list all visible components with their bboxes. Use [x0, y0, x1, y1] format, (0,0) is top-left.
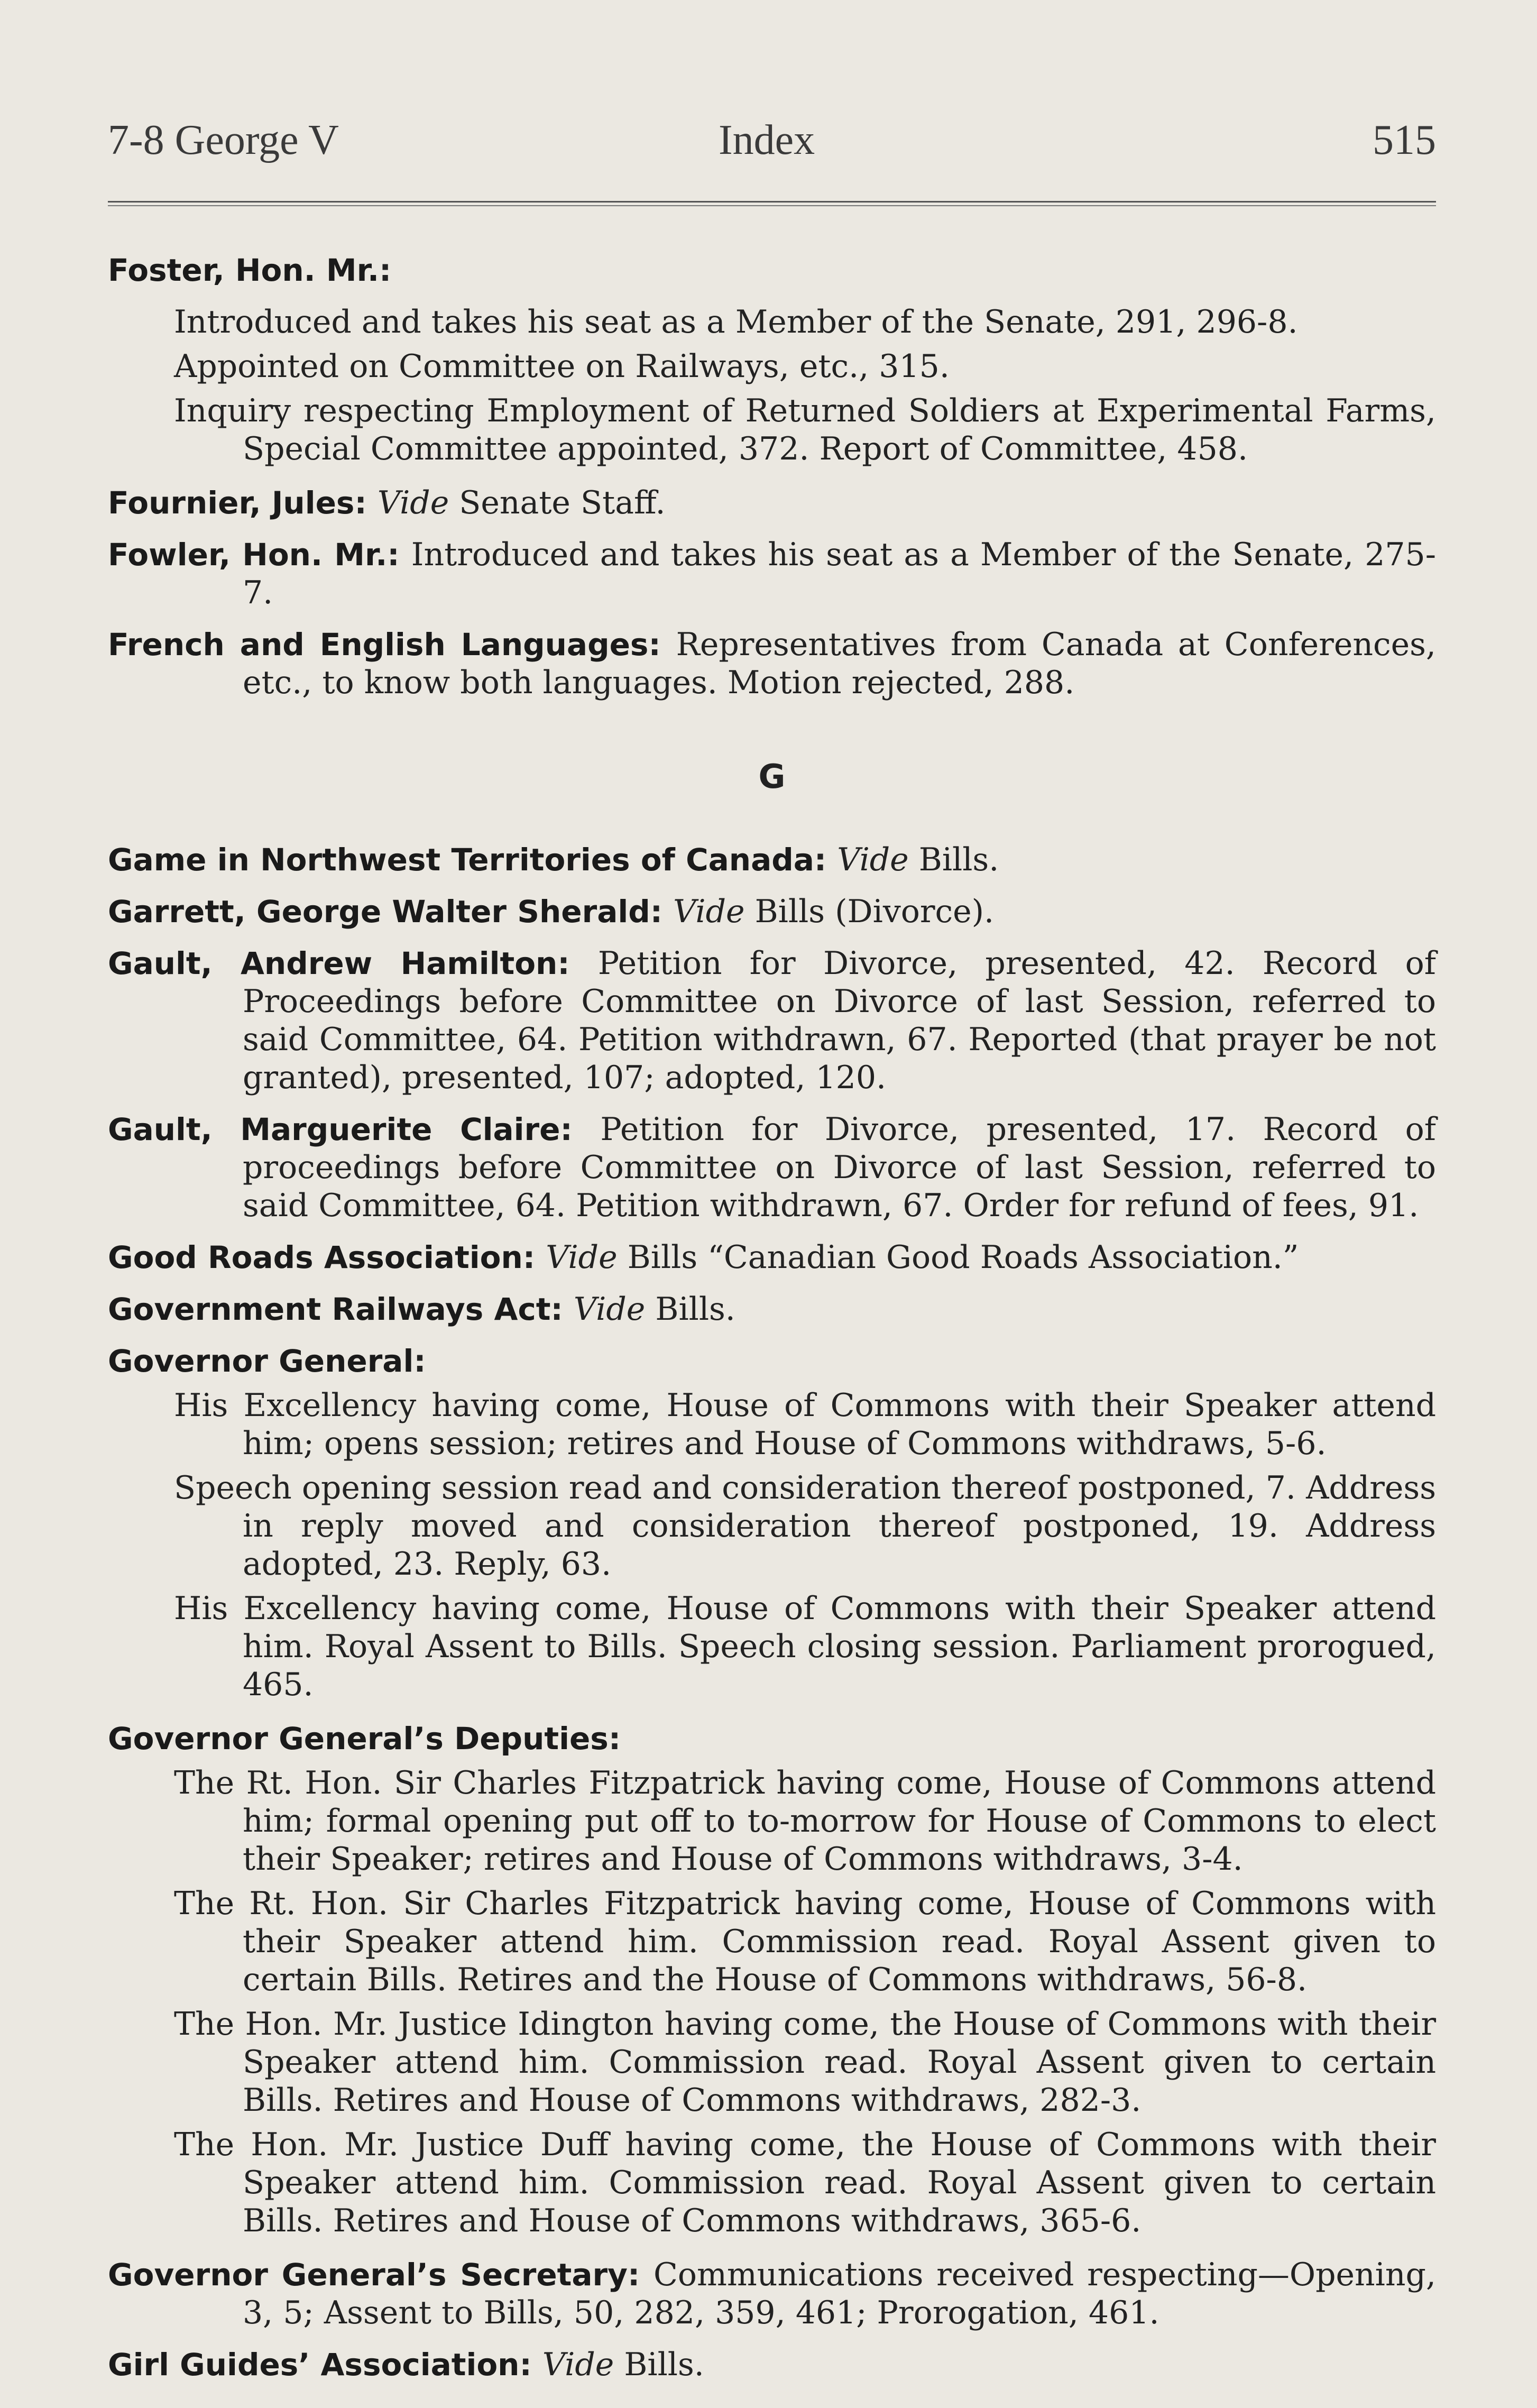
index-subentry: His Excellency having come, House of Commons with their Speaker attend him. Royal Assent to Bills. Speech closing session. Parliament prorogued, 465. — [174, 1590, 1436, 1703]
entry-text: Petition for Divorce, presented, 42. Record of Proceedings before Committee on Divorce of last Session, referred to said Committee, 64. Petition withdrawn, 67. Reported (that prayer be not granted), presented, 107; adopted, 120. — [243, 945, 1436, 1096]
index-subentry: The Rt. Hon. Sir Charles Fitzpatrick having come, House of Commons with their Speaker attend him. Commission read. Royal Assent given to certain Bills. Retires and the House of Commons withdraws, 56-8. — [174, 1885, 1436, 1998]
page-number: 515 — [1373, 117, 1436, 163]
section-letter-g: G — [758, 757, 786, 796]
entry-text: Bills (Divorce). — [754, 893, 995, 930]
index-entry: French and English Languages: Representatives from Canada at Conferences, etc., to know both languages. Motion rejected, 288. — [108, 626, 1436, 701]
entry-heading: Girl Guides’ Association — [108, 2347, 520, 2383]
entry-text: Bills “Canadian Good Roads Association.” — [627, 1239, 1299, 1276]
index-subentry: Inquiry respecting Employment of Returned Soldiers at Experimental Farms, Special Committee appointed, 372. Report of Committee, 458. — [174, 392, 1436, 467]
running-header — [108, 116, 1436, 169]
index-entry: Governor General’s Deputies: — [108, 1721, 621, 1757]
index-entry: Foster, Hon. Mr.: — [108, 252, 392, 288]
entry-heading: Governor General’s Secretary — [108, 2257, 628, 2293]
entry-heading: Good Roads Association — [108, 1239, 523, 1275]
entry-heading: Fowler, Hon. Mr. — [108, 537, 388, 573]
entry-text: Introduced and takes his seat as a Member of the Senate, 275-7. — [243, 536, 1436, 611]
index-subentry: The Hon. Mr. Justice Idington having come, the House of Commons with their Speaker attend him. Commission read. Royal Assent given to certain Bills. Retires and House of Commons withdraws, 282-3. — [174, 2006, 1436, 2119]
index-subentry: Introduced and takes his seat as a Member of the Senate, 291, 296-8. — [174, 304, 1298, 341]
index-entry: Governor General: — [108, 1343, 426, 1379]
vide-reference: Vide — [377, 484, 449, 521]
entry-heading: Governor General — [108, 1343, 414, 1379]
index-entry: Gault, Andrew Hamilton: Petition for Divorce, presented, 42. Record of Proceedings before Committee on Divorce of last Session, referred to said Committee, 64. Petition withdrawn, 67. Reported (that prayer be not granted), presented, 107; adopted, 120. — [108, 945, 1436, 1096]
vide-reference: Vide — [546, 1239, 618, 1276]
entry-text: Communications received respecting—Opening, 3, 5; Assent to Bills, 50, 282, 359, 461; Prorogation, 461. — [243, 2256, 1436, 2331]
entry-text: Bills. — [655, 1291, 735, 1328]
index-entry: Government Railways Act: Vide Bills. — [108, 1291, 735, 1328]
index-entry: Game in Northwest Territories of Canada: Vide Bills. — [108, 841, 999, 878]
index-subentry: Appointed on Committee on Railways, etc., 315. — [174, 348, 950, 385]
entry-heading: Gault, Marguerite Claire — [108, 1111, 560, 1147]
index-entry: Fowler, Hon. Mr.: Introduced and takes his seat as a Member of the Senate, 275-7. — [108, 536, 1436, 611]
index-content — [108, 251, 1436, 2384]
entry-text: Bills. — [918, 841, 999, 878]
vide-reference: Vide — [673, 893, 745, 930]
index-entry: Girl Guides’ Association: Vide Bills. — [108, 2346, 704, 2383]
entry-heading: Governor General’s Deputies — [108, 1721, 609, 1757]
entry-heading: Fournier, Jules — [108, 485, 355, 521]
header-rule — [108, 201, 1436, 206]
vide-reference: Vide — [573, 1291, 646, 1328]
index-entry: Fournier, Jules: Vide Senate Staff. — [108, 484, 666, 521]
index-subentry: The Hon. Mr. Justice Duff having come, the House of Commons with their Speaker attend him. Commission read. Royal Assent given to certain Bills. Retires and House of Commons withdraws, 365-6. — [174, 2126, 1436, 2239]
index-entry: Good Roads Association: Vide Bills “Canadian Good Roads Association.” — [108, 1239, 1299, 1276]
entry-heading: Game in Northwest Territories of Canada — [108, 842, 814, 878]
entry-heading: Gault, Andrew Hamilton — [108, 945, 558, 981]
index-subentry: His Excellency having come, House of Commons with their Speaker attend him; opens session; retires and House of Commons withdraws, 5-6. — [174, 1387, 1436, 1462]
index-entry: Governor General’s Secretary: Communications received respecting—Opening, 3, 5; Assent to Bills, 50, 282, 359, 461; Prorogation, 461. — [108, 2256, 1436, 2331]
index-page — [108, 116, 1436, 2397]
entry-heading: Foster, Hon. Mr. — [108, 252, 379, 288]
index-subentry: Speech opening session read and consideration thereof postponed, 7. Address in reply moved and consideration thereof postponed, 19. Address adopted, 23. Reply, 63. — [174, 1469, 1436, 1583]
entry-text: Representatives from Canada at Conferences, etc., to know both languages. Motion rejected, 288. — [243, 626, 1436, 701]
header-title: Index — [719, 117, 815, 163]
index-subentry: The Rt. Hon. Sir Charles Fitzpatrick having come, House of Commons attend him; formal opening put off to to-morrow for House of Commons to elect their Speaker; retires and House of Commons withdraws, 3-4. — [174, 1764, 1436, 1878]
vide-reference: Vide — [542, 2346, 614, 2383]
index-entry: Gault, Marguerite Claire: Petition for Divorce, presented, 17. Record of proceedings before Committee on Divorce of last Session, referred to said Committee, 64. Petition withdrawn, 67. Order for refund of fees, 91. — [108, 1111, 1436, 1224]
entry-text: Petition for Divorce, presented, 17. Record of proceedings before Committee on Divorce of last Session, referred to said Committee, 64. Petition withdrawn, 67. Order for refund of fees, 91. — [243, 1111, 1436, 1224]
entry-heading: Government Railways Act — [108, 1291, 551, 1327]
index-entry: Garrett, George Walter Sherald: Vide Bills (Divorce). — [108, 893, 995, 930]
entry-text: Senate Staff. — [459, 484, 666, 521]
entry-text: Bills. — [624, 2346, 704, 2383]
header-regnal-year: 7-8 George V — [108, 117, 339, 163]
vide-reference: Vide — [837, 841, 909, 878]
entry-heading: French and English Languages — [108, 627, 649, 663]
entry-heading: Garrett, George Walter Sherald — [108, 894, 650, 930]
